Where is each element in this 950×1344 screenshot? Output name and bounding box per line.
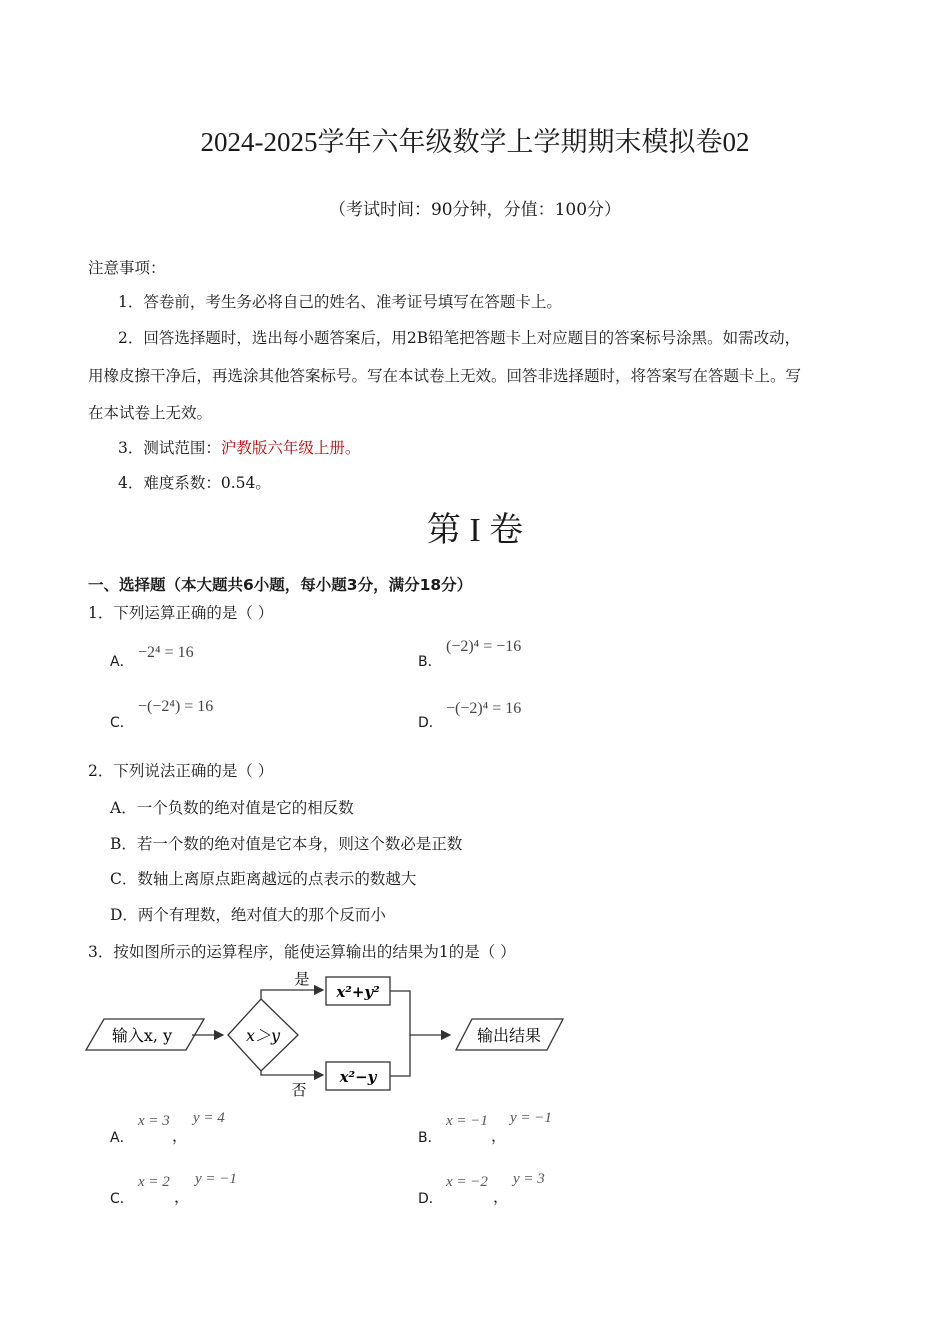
q1-option-a-expr: −2⁴ = 16 bbox=[138, 644, 194, 661]
q1-option-d-label: D． bbox=[418, 715, 443, 731]
q3-option-a-label: A． bbox=[110, 1130, 134, 1146]
flow-no-arrow bbox=[261, 1071, 323, 1075]
q3-option-d-sep: ， bbox=[493, 1188, 509, 1206]
q3-option-c-label: C． bbox=[110, 1191, 134, 1207]
exam-info: （考试时间：90分钟，分值：100分） bbox=[328, 200, 622, 220]
q2-option-c: C．数轴上离原点距离越远的点表示的数越大 bbox=[110, 870, 417, 888]
q1-option-d-expr: −(−2)⁴ = 16 bbox=[446, 700, 522, 717]
note-3 bbox=[118, 436, 360, 458]
flow-yes-formula: x²+y² bbox=[336, 983, 380, 1001]
q3-option-c-y: y = −1 bbox=[195, 1171, 237, 1187]
flow-no-formula: x²−y bbox=[339, 1068, 377, 1086]
note-2-line-1: 2．回答选择题时，选出每小题答案后，用2B铅笔把答题卡上对应题目的答案标号涂黑。如需改动， bbox=[118, 329, 801, 347]
q1-stem: 1．下列运算正确的是（ ） bbox=[88, 604, 274, 622]
flow-condition: x＞y bbox=[245, 1026, 281, 1045]
q3-option-a-sep: ， bbox=[172, 1127, 188, 1145]
q3-option-b-label: B． bbox=[418, 1130, 442, 1146]
q3-option-d-y: y = 3 bbox=[513, 1171, 545, 1187]
flow-yes-label: 是 bbox=[294, 970, 310, 988]
test-scope: 沪教版六年级上册。 bbox=[220, 439, 361, 457]
q3-option-a-y: y = 4 bbox=[193, 1110, 225, 1126]
q3-option-b-x: x = −1 bbox=[446, 1113, 488, 1129]
q3-stem: 3．按如图所示的运算程序，能使运算输出的结果为1的是（ ） bbox=[88, 943, 516, 961]
q1-option-b-label: B． bbox=[418, 654, 442, 670]
q3-flowchart bbox=[80, 966, 580, 1102]
q1-option-a-label: A． bbox=[110, 654, 134, 670]
q3-option-d-label: D． bbox=[418, 1191, 443, 1207]
note-2-line-2: 用橡皮擦干净后，再选涂其他答案标号。写在本试卷上无效。回答非选择题时，将答案写在答题卡上。写 bbox=[88, 367, 802, 385]
note-4: 4．难度系数：0.54。 bbox=[118, 474, 271, 492]
q3-option-b-sep: ， bbox=[491, 1127, 507, 1145]
note-1: 1．答卷前，考生务必将自己的姓名、准考证号填写在答题卡上。 bbox=[118, 293, 562, 311]
flow-input-label: 输入x, y bbox=[111, 1026, 173, 1045]
q3-option-c-sep: ， bbox=[174, 1188, 190, 1206]
note-2-line-3: 在本试卷上无效。 bbox=[88, 404, 213, 422]
q1-option-b-expr: (−2)⁴ = −16 bbox=[446, 638, 522, 655]
note-3-prefix: 3．测试范围： bbox=[118, 439, 221, 457]
page-title: 2024-2025学年六年级数学上学期期末模拟卷02 bbox=[200, 127, 750, 157]
q3-option-a-x: x = 3 bbox=[138, 1113, 170, 1129]
q2-option-b: B．若一个数的绝对值是它本身，则这个数必是正数 bbox=[110, 835, 463, 853]
q2-stem: 2．下列说法正确的是（ ） bbox=[88, 762, 274, 780]
q1-option-c-label: C． bbox=[110, 715, 134, 731]
part1-heading: 一、选择题（本大题共6小题，每小题3分，满分18分） bbox=[88, 576, 473, 594]
q2-option-a: A．一个负数的绝对值是它的相反数 bbox=[110, 799, 354, 817]
flow-merge-line bbox=[390, 991, 410, 1076]
q1-option-c-expr: −(−2⁴) = 16 bbox=[138, 698, 214, 715]
flow-output-label: 输出结果 bbox=[476, 1026, 542, 1045]
flow-yes-arrow bbox=[261, 990, 323, 999]
flow-no-label: 否 bbox=[291, 1081, 307, 1099]
q3-option-d-x: x = −2 bbox=[446, 1174, 488, 1190]
q3-option-c-x: x = 2 bbox=[138, 1174, 170, 1190]
section-title: 第 I 卷 bbox=[426, 512, 524, 549]
notes-heading: 注意事项： bbox=[88, 259, 166, 277]
q3-option-b-y: y = −1 bbox=[510, 1110, 552, 1126]
q2-option-d: D．两个有理数，绝对值大的那个反而小 bbox=[110, 906, 386, 924]
